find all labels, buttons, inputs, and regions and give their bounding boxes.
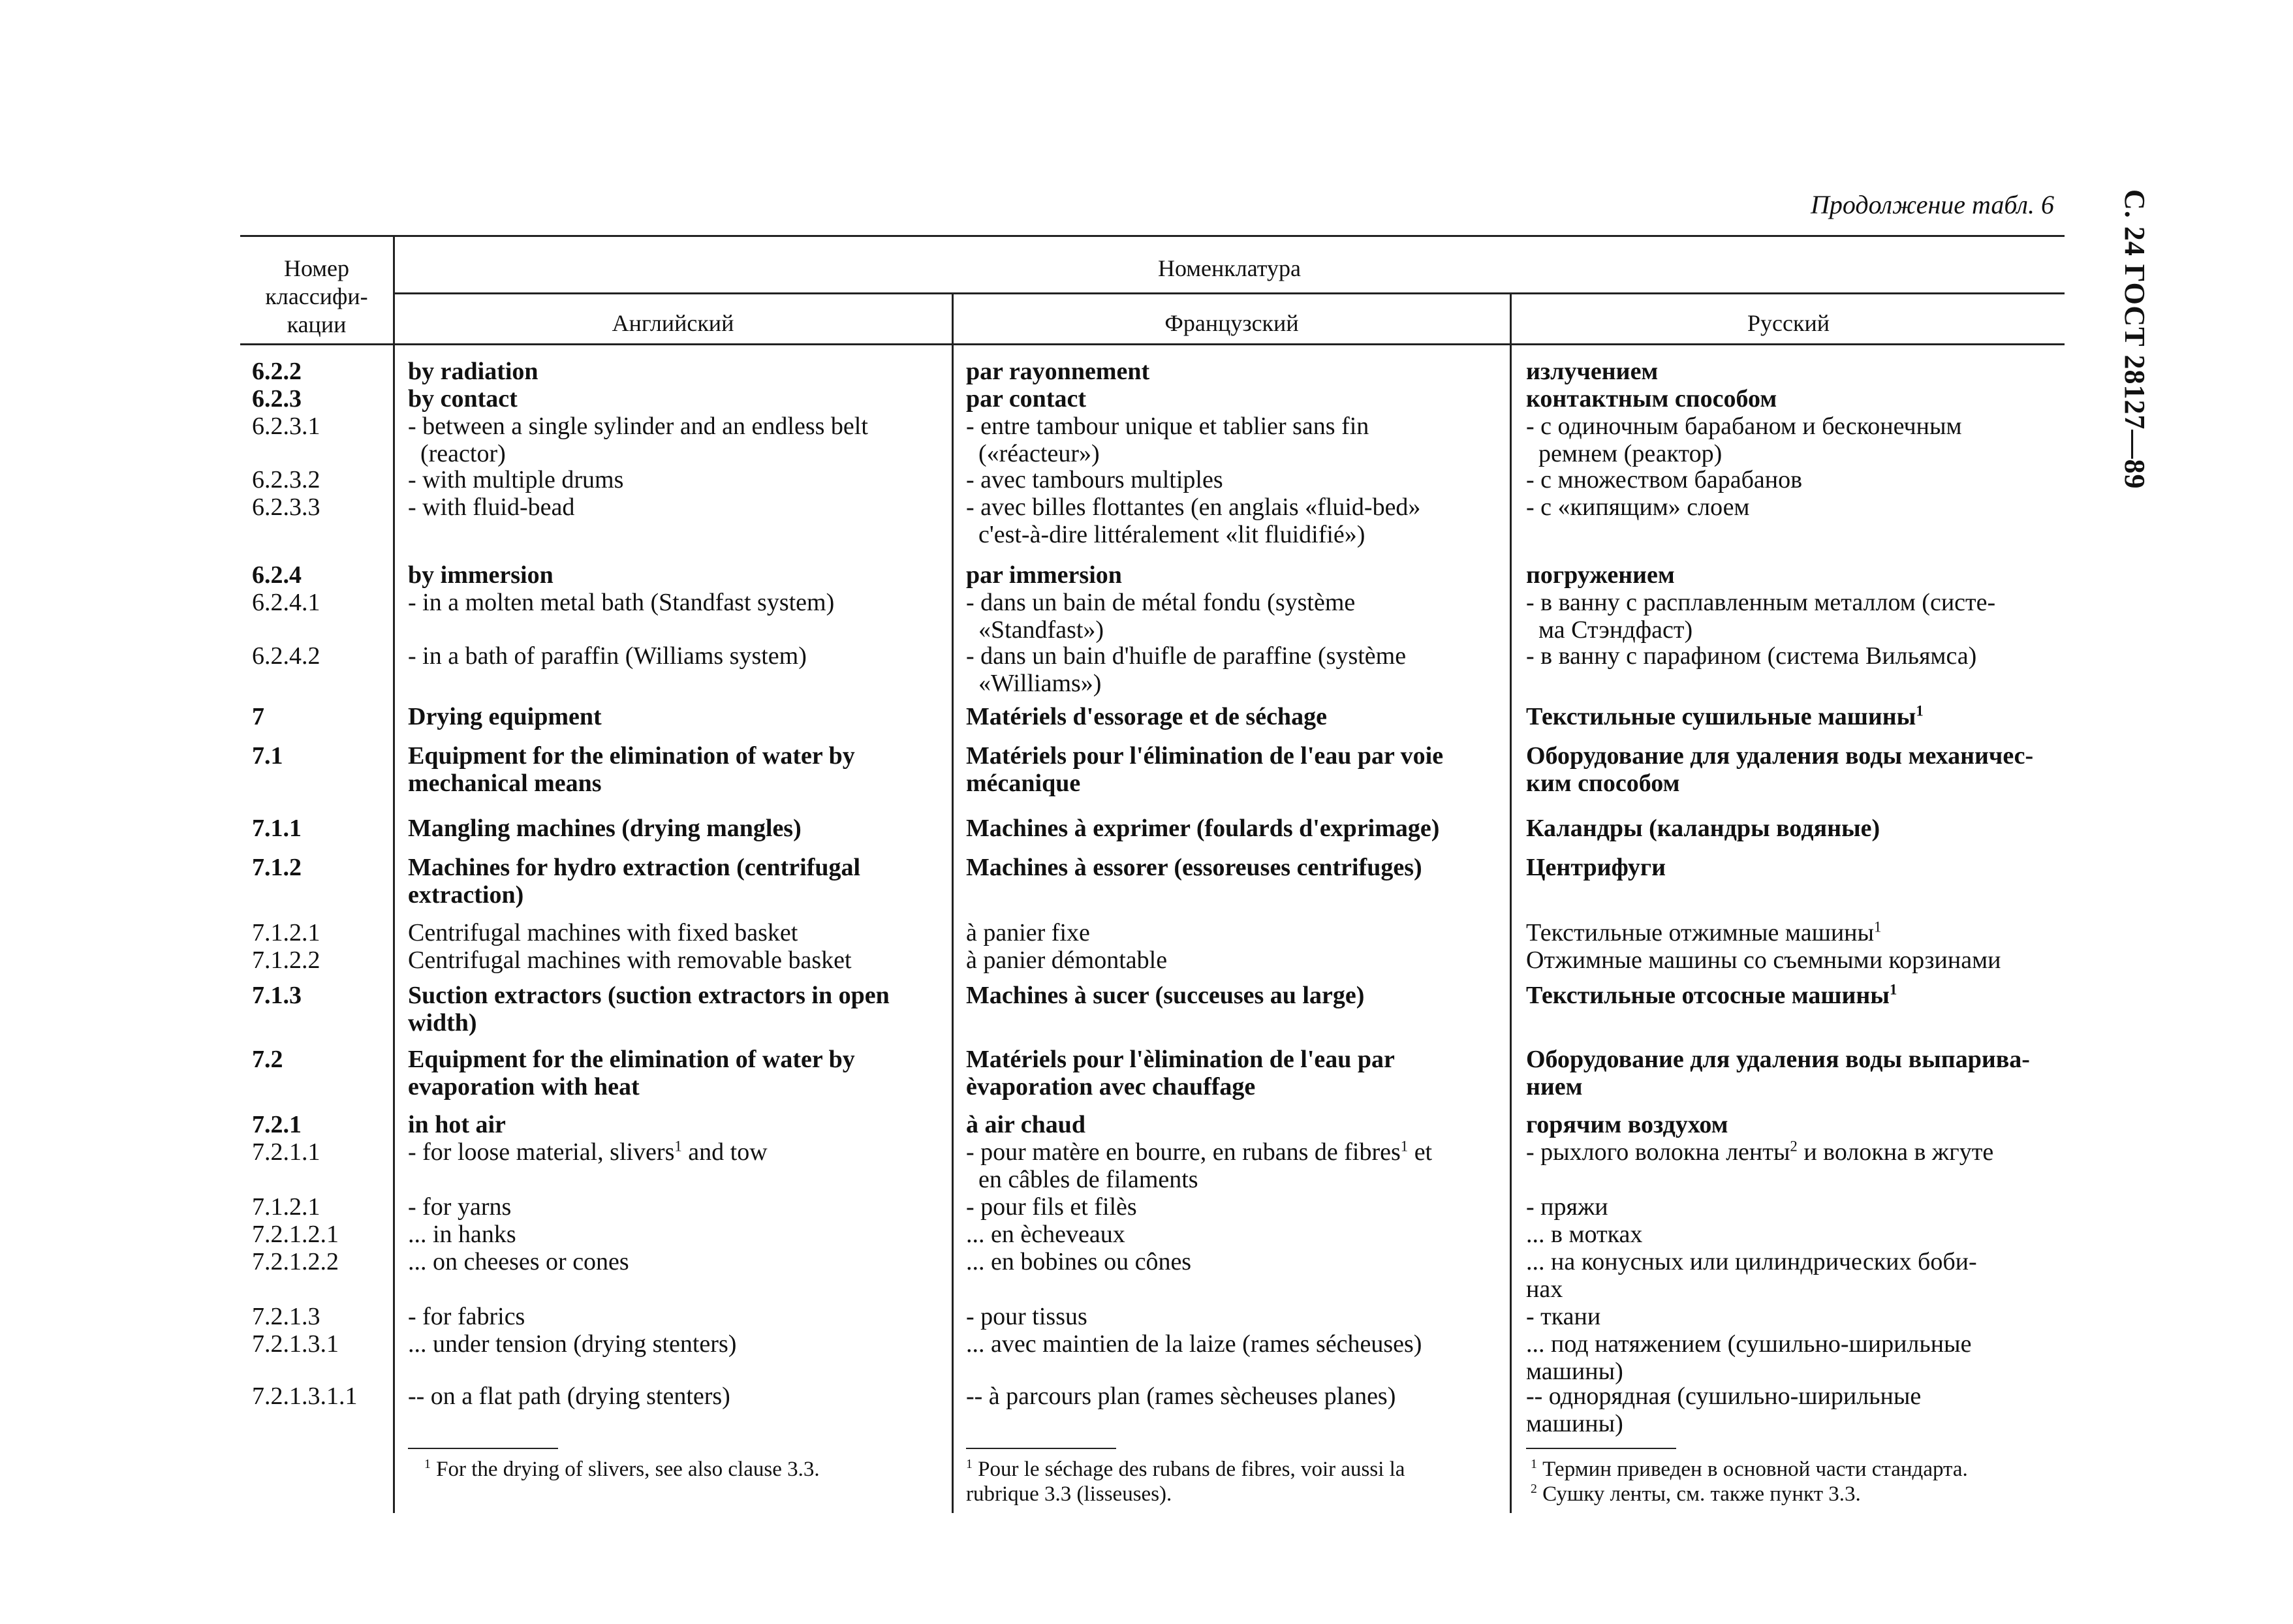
cell-en: - in a bath of paraffin (Williams system) [408,642,807,670]
cell-en: by contact [408,385,518,413]
cell-fr: Matériels d'essorage et de séchage [966,703,1327,730]
cell-fr: ... en ècheveaux [966,1221,1125,1248]
cell-ru: -- однорядная (сушильно-ширильные машины) [1526,1382,1922,1437]
cell-num: 7.1.1 [252,815,302,842]
cell-ru: ... под натяжением (сушильно-ширильные машины) [1526,1330,1972,1385]
cell-en: by immersion [408,561,554,589]
cell-fr: - entre tambour unique et tablier sans fin («réacteur») [966,413,1369,467]
cell-fr: par immersion [966,561,1122,589]
cell-en: Centrifugal machines with removable basket [408,946,852,974]
cell-en: Equipment for the elimination of water by mechanical means [408,742,855,797]
cell-ru: Оборудование для удаления воды механичес- ким способом [1526,742,2034,797]
footnote-ru-line-2: Сушку ленты, см. также пункт 3.3. [1542,1482,1861,1506]
cell-ru: - ткани [1526,1303,1601,1330]
cell-num: 7.2.1.3.1 [252,1330,339,1358]
cell-fr: à air chaud [966,1111,1086,1138]
cell-fr: - pour fils et filès [966,1193,1137,1221]
cell-num: 7 [252,703,264,730]
header-nomenclature: Номенклатура [1157,255,1302,281]
cell-en: - for fabrics [408,1303,525,1330]
cell-ru: - пряжи [1526,1193,1608,1221]
cell-en: - in a molten metal bath (Standfast system) [408,589,835,616]
cell-fr: Machines à essorer (essoreuses centrifuges) [966,854,1422,881]
header-mid-rule [393,292,2065,294]
cell-fr: par rayonnement [966,358,1150,385]
cell-fr: par contact [966,385,1086,413]
cell-num: 6.2.2 [252,358,302,385]
footnote-ru-line-1: Термин приведен в основной части стандарта. [1542,1458,1968,1481]
cell-en: Centrifugal machines with fixed basket [408,919,798,946]
footnote-ru: $^1$ Термин приведен в основной части стандарта. $^2$ Сушку ленты, см. также пункт 3.3. [1531,1457,1968,1506]
col-divider-2 [952,292,954,1513]
cell-fr: - pour tissus [966,1303,1087,1330]
cell-num: 7.2.1.2.2 [252,1248,339,1275]
cell-ru: Текстильные сушильные машины$^1$ [1526,702,1924,730]
cell-en: in hot air [408,1111,506,1138]
cell-ru: - с множеством барабанов [1526,466,1803,493]
footnote-en-text: For the drying of slivers, see also clause 3.3. [436,1458,820,1481]
cell-fr: - dans un bain de métal fondu (système «Standfast») [966,589,1356,644]
cell-ru: излучением [1526,358,1659,385]
cell-ru: погружением [1526,561,1675,589]
header-french: Французский [1164,310,1299,336]
cell-en: - between a single sylinder and an endless belt (reactor) [408,413,868,467]
footnote-fr: $^1$ Pour le séchage des rubans de fibres, voir aussi la rubrique 3.3 (lisseuses). [966,1457,1508,1507]
cell-fr: - avec billes flottantes (en anglais «fluid-bed» c'est-à-dire littéralement «lit fluidifié») [966,493,1421,548]
cell-num: 6.2.4.2 [252,642,320,670]
cell-ru: - рыхлого волокна ленты$^2$ и волокна в жгуте [1526,1138,1994,1166]
cell-fr: -- à parcours plan (rames sècheuses planes) [966,1382,1396,1410]
footnote-rule-en [408,1448,558,1449]
cell-num: 7.2.1.2.1 [252,1221,339,1248]
footnote-rule-ru [1526,1448,1676,1449]
header-bottom-rule [240,343,2065,345]
cell-ru: Текстильные отсосные машины$^1$ [1526,981,1897,1009]
cell-en: -- on a flat path (drying stenters) [408,1382,730,1410]
footnote-fr-line-1: Pour le séchage des rubans de fibres, voir aussi la [978,1458,1405,1481]
cell-fr: Matériels pour l'èlimination de l'eau par èvaporation avec chauffage [966,1046,1395,1101]
cell-ru: - в ванну с парафином (система Вильямса) [1526,642,1977,670]
cell-en: Drying equipment [408,703,602,730]
cell-num: 6.2.3 [252,385,302,413]
header-english: Английский [612,310,734,336]
cell-fr: Machines à exprimer (foulards d'exprimage) [966,815,1440,842]
cell-ru: контактным способом [1526,385,1777,413]
cell-num: 6.2.3.2 [252,466,320,493]
cell-fr: à panier fixe [966,919,1090,946]
header-russian: Русский [1747,310,1830,336]
cell-num: 7.2.1.1 [252,1138,320,1166]
header-number: Номер классифи- кации [265,255,368,338]
cell-en: - with fluid-bead [408,493,575,521]
cell-num: 7.1.3 [252,982,302,1009]
cell-ru: Каландры (каландры водяные) [1526,815,1880,842]
cell-num: 7.2 [252,1046,283,1073]
cell-en: - for loose material, slivers$^1$ and tow [408,1138,768,1166]
footnote-fr-line-2: rubrique 3.3 (lisseuses). [966,1482,1172,1506]
continued-label: Продолжение табл. 6 [1810,190,2054,219]
cell-en: Machines for hydro extraction (centrifugal extraction) [408,854,861,909]
cell-num: 6.2.3.1 [252,413,320,440]
cell-num: 6.2.3.3 [252,493,320,521]
cell-ru: Центрифуги [1526,854,1666,881]
cell-fr: - avec tambours multiples [966,466,1223,493]
cell-en: ... under tension (drying stenters) [408,1330,737,1358]
cell-en: - with multiple drums [408,466,624,493]
cell-fr: Machines à sucer (succeuses au large) [966,982,1365,1009]
col-divider-1 [393,235,395,1513]
cell-ru: - с «кипящим» слоем [1526,493,1750,521]
cell-fr: - dans un bain d'huifle de paraffine (système «Williams») [966,642,1407,697]
cell-ru: Оборудование для удаления воды выпарива- нием [1526,1046,2030,1101]
cell-en: Mangling machines (drying mangles) [408,815,802,842]
cell-ru: ... на конусных или цилиндрических боби- нах [1526,1248,1977,1303]
cell-en: ... on cheeses or cones [408,1248,629,1275]
cell-num: 6.2.4.1 [252,589,320,616]
side-document-title: С. 24 ГОСТ 28127—89 [2119,189,2151,490]
cell-fr: ... avec maintien de la laize (rames sécheuses) [966,1330,1422,1358]
cell-num: 7.2.1.3 [252,1303,320,1330]
cell-num: 6.2.4 [252,561,302,589]
cell-en: - for yarns [408,1193,512,1221]
cell-en: by radiation [408,358,538,385]
cell-ru: Отжимные машины со съемными корзинами [1526,946,2001,974]
footnote-en: $^1$ For the drying of slivers, see also clause 3.3. [424,1457,820,1481]
cell-num: 7.1.2 [252,854,302,881]
cell-fr: Matériels pour l'élimination de l'eau par voie mécanique [966,742,1444,797]
cell-en: ... in hanks [408,1221,516,1248]
cell-ru: Текстильные отжимные машины$^1$ [1526,918,1882,946]
footnote-rule-fr [966,1448,1116,1449]
cell-en: Suction extractors (suction extractors in open width) [408,982,890,1037]
cell-fr: - pour matère en bourre, en rubans de fibres$^1$ et en câbles de filaments [966,1138,1433,1193]
cell-num: 7.1.2.1 [252,919,320,946]
cell-fr: ... en bobines ou cônes [966,1248,1192,1275]
cell-num: 7.2.1.3.1.1 [252,1382,358,1410]
cell-ru: - с одиночным барабаном и бесконечным ремнем (реактор) [1526,413,1962,467]
cell-fr: à panier démontable [966,946,1168,974]
cell-num: 7.1 [252,742,283,770]
cell-ru: ... в мотках [1526,1221,1643,1248]
cell-ru: горячим воздухом [1526,1111,1728,1138]
table-top-rule [240,235,2065,237]
cell-ru: - в ванну с расплавленным металлом (систе- ма Стэндфаст) [1526,589,1996,644]
cell-en: Equipment for the elimination of water by evaporation with heat [408,1046,855,1101]
cell-num: 7.1.2.1 [252,1193,320,1221]
cell-num: 7.1.2.2 [252,946,320,974]
cell-num: 7.2.1 [252,1111,302,1138]
